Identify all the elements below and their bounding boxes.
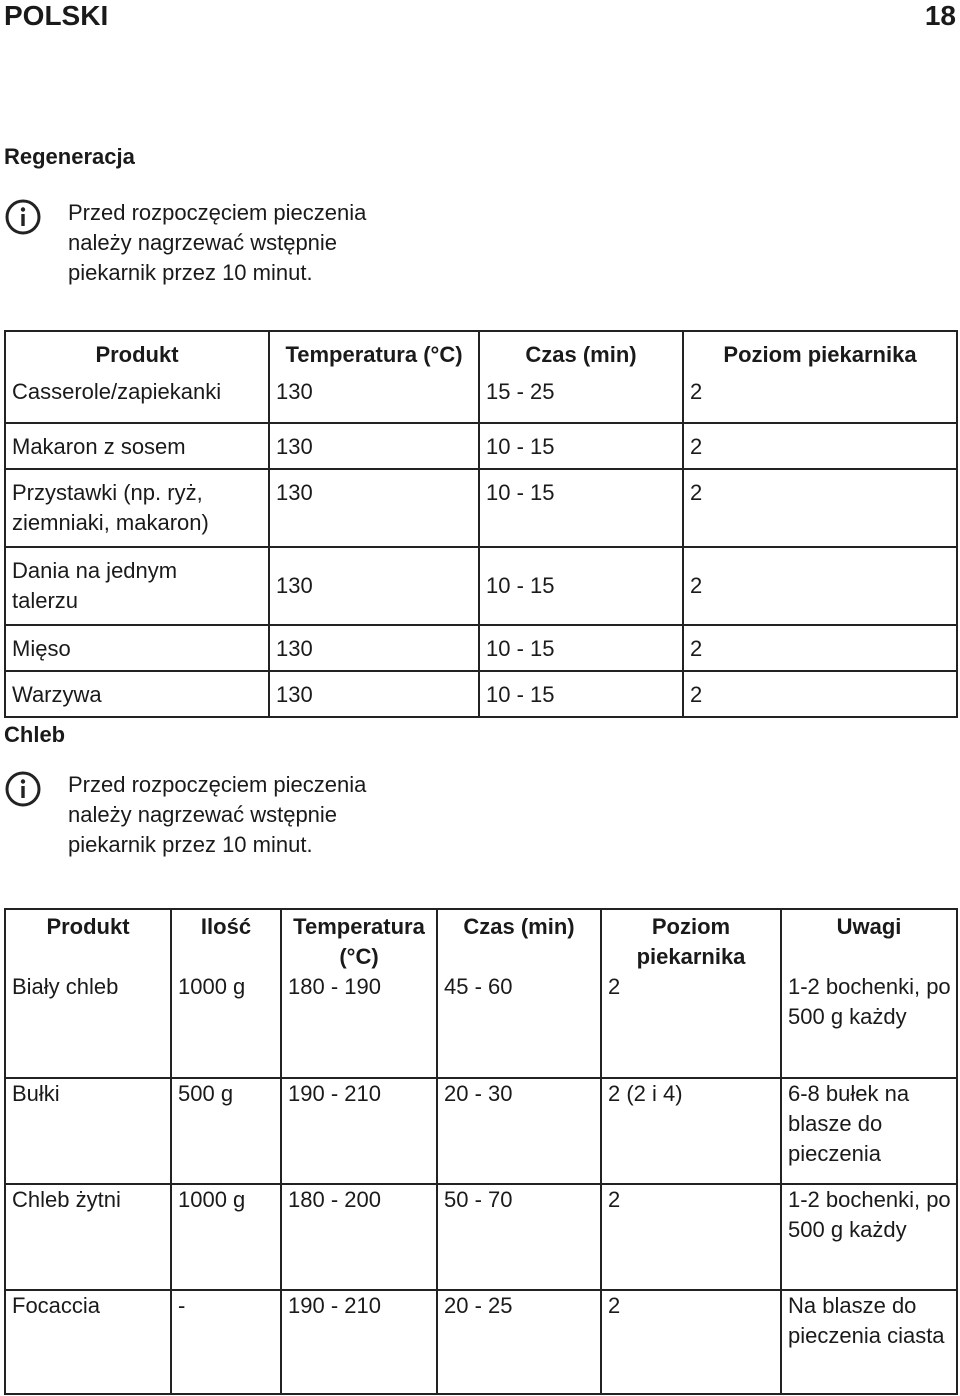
language-label: POLSKI — [4, 0, 109, 31]
quantity-cell: 500 g — [171, 1078, 281, 1184]
note-text — [68, 770, 428, 860]
section-title-regeneracja: Regeneracja — [4, 144, 135, 169]
column-header: Poziom piekarnika — [683, 331, 957, 377]
table-row — [5, 1078, 957, 1184]
note-line: Przed rozpoczęciem pieczenia — [68, 200, 367, 225]
time-cell: 10 - 15 — [479, 547, 683, 625]
column-header: Temperatura (°C) — [281, 909, 437, 972]
column-header: Produkt — [46, 914, 130, 939]
info-icon — [4, 198, 42, 236]
level-cell: 2 — [601, 1290, 781, 1394]
temperature-cell: 130 — [269, 423, 479, 469]
temperature-cell: 180 - 200 — [281, 1184, 437, 1290]
quantity-cell: - — [171, 1290, 281, 1394]
time-cell: 10 - 15 — [479, 625, 683, 671]
level-cell: 2 — [683, 377, 957, 423]
time-cell: 10 - 15 — [479, 469, 683, 547]
level-cell: 2 — [683, 547, 957, 625]
page-header — [0, 0, 960, 34]
table-row — [5, 423, 957, 469]
table-row — [5, 469, 957, 547]
product-cell: Makaron z sosem — [5, 423, 269, 469]
quantity-cell: 1000 g — [171, 972, 281, 1078]
product-cell: Przystawki (np. ryż, ziemniaki, makaron) — [5, 469, 269, 547]
time-cell: 45 - 60 — [437, 972, 601, 1078]
time-cell: 50 - 70 — [437, 1184, 601, 1290]
notes-cell: 6-8 bułek na blasze do pieczenia — [781, 1078, 957, 1184]
temperature-cell: 130 — [269, 547, 479, 625]
column-header: Temperatura (°C) — [269, 331, 479, 377]
table-header-row — [5, 909, 957, 972]
level-cell: 2 — [683, 469, 957, 547]
column-header: Produkt — [95, 341, 179, 367]
table-row — [5, 625, 957, 671]
column-header: Ilość — [171, 909, 281, 972]
product-cell: Focaccia — [5, 1290, 171, 1394]
level-cell: 2 (2 i 4) — [601, 1078, 781, 1184]
product-cell: Casserole/zapiekanki — [12, 379, 222, 404]
temperature-cell: 190 - 210 — [281, 1290, 437, 1394]
notes-cell: Na blasze do pieczenia ciasta — [781, 1290, 957, 1394]
level-cell: 2 — [683, 625, 957, 671]
notes-cell: 1-2 bochenki, po 500 g każdy — [781, 972, 957, 1078]
time-cell: 10 - 15 — [479, 423, 683, 469]
temperature-cell: 130 — [269, 625, 479, 671]
page-number: 18 — [924, 0, 956, 31]
column-header: Uwagi — [781, 909, 957, 972]
table-row — [5, 377, 957, 423]
temperature-cell: 190 - 210 — [281, 1078, 437, 1184]
notes-cell: 1-2 bochenki, po 500 g każdy — [781, 1184, 957, 1290]
product-cell: Biały chleb — [12, 974, 119, 999]
temperature-cell: 130 — [269, 377, 479, 423]
time-cell: 20 - 25 — [437, 1290, 601, 1394]
note-line: piekarnik przez 10 minut. — [68, 260, 313, 285]
temperature-cell: 130 — [269, 469, 479, 547]
table-row — [5, 1184, 957, 1290]
quantity-cell: 1000 g — [171, 1184, 281, 1290]
bread-table — [4, 908, 958, 1395]
info-icon — [4, 770, 42, 808]
table-header-row — [5, 331, 957, 377]
product-cell: Warzywa — [5, 671, 269, 717]
note-line: piekarnik przez 10 minut. — [68, 832, 313, 857]
note-text — [68, 198, 428, 288]
table-row — [5, 972, 957, 1078]
table-row — [5, 1290, 957, 1394]
info-note — [4, 770, 424, 866]
note-line: należy nagrzewać wstępnie — [68, 230, 338, 255]
column-header: Poziom piekarnika — [601, 909, 781, 972]
product-cell: Dania na jednym talerzu — [5, 547, 269, 625]
note-line: Przed rozpoczęciem pieczenia — [68, 772, 367, 797]
table-row — [5, 547, 957, 625]
product-cell: Mięso — [5, 625, 269, 671]
regeneration-table — [4, 330, 958, 718]
product-cell: Bułki — [5, 1078, 171, 1184]
column-header: Czas (min) — [479, 331, 683, 377]
product-cell: Chleb żytni — [5, 1184, 171, 1290]
table-row — [5, 671, 957, 717]
time-cell: 15 - 25 — [479, 377, 683, 423]
temperature-cell: 180 - 190 — [281, 972, 437, 1078]
note-line: należy nagrzewać wstępnie — [68, 802, 338, 827]
section-title-chleb: Chleb — [4, 722, 66, 747]
info-note — [4, 198, 424, 294]
time-cell: 10 - 15 — [479, 671, 683, 717]
level-cell: 2 — [601, 1184, 781, 1290]
temperature-cell: 130 — [269, 671, 479, 717]
column-header: Czas (min) — [437, 909, 601, 972]
time-cell: 20 - 30 — [437, 1078, 601, 1184]
level-cell: 2 — [601, 972, 781, 1078]
level-cell: 2 — [683, 423, 957, 469]
level-cell: 2 — [683, 671, 957, 717]
